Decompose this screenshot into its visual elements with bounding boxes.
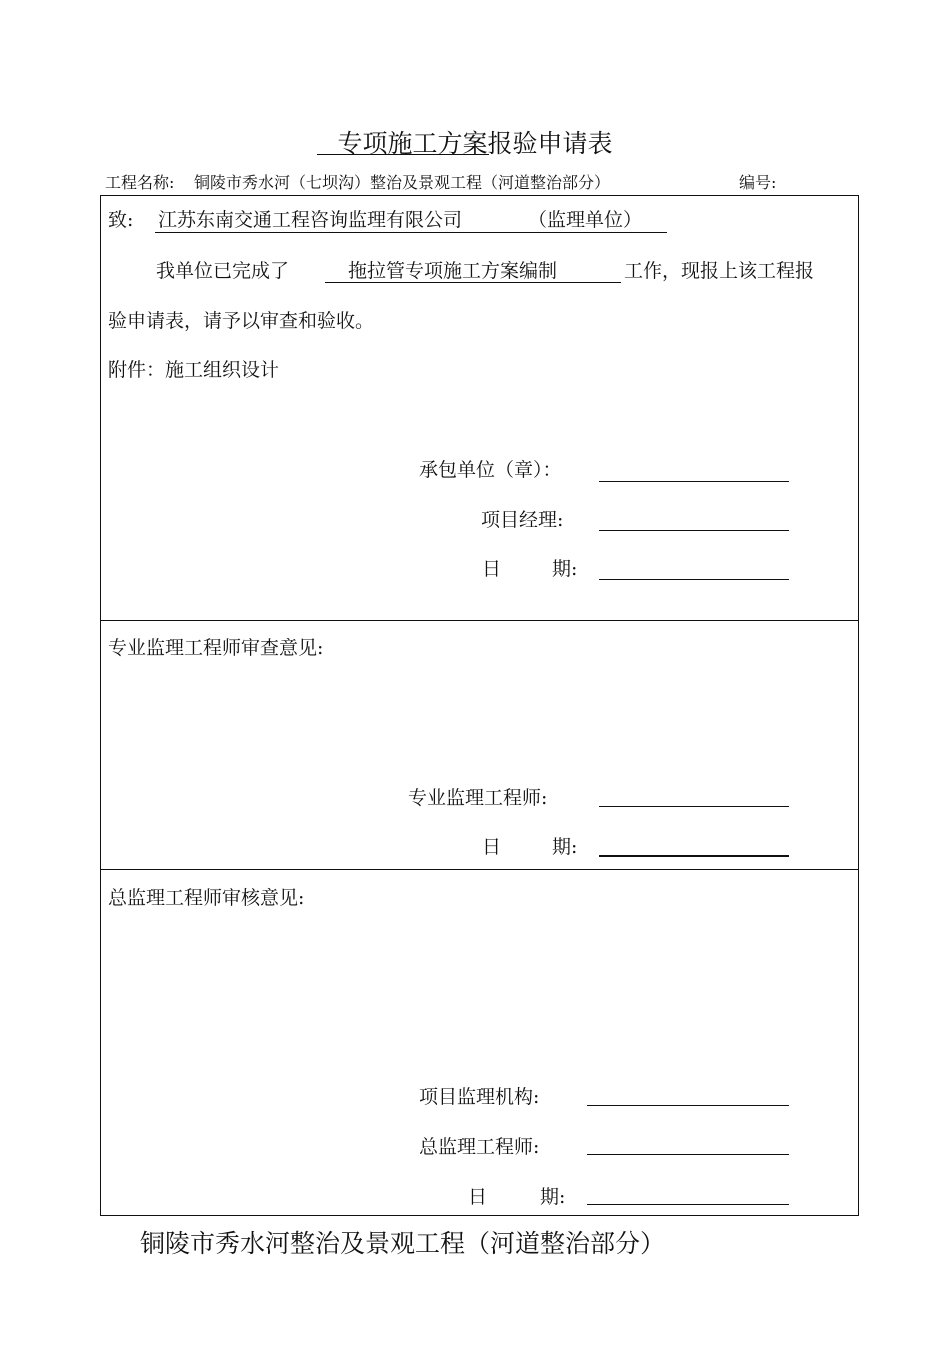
manager-signature-line[interactable] bbox=[599, 530, 789, 531]
to-company: 江苏东南交通工程咨询监理有限公司 bbox=[158, 209, 463, 231]
body-line2: 验申请表，请予以审查和验收。 bbox=[108, 310, 375, 332]
body-prefix: 我单位已完成了 bbox=[156, 260, 290, 282]
to-underline bbox=[155, 232, 667, 233]
section3-heading: 总监理工程师审核意见: bbox=[108, 887, 305, 909]
date-line[interactable] bbox=[599, 855, 789, 857]
title-underline bbox=[317, 154, 489, 155]
date-line[interactable] bbox=[587, 1204, 789, 1205]
chief-label: 总监理工程师: bbox=[419, 1136, 540, 1158]
footer-text: 铜陵市秀水河整治及景观工程（河道整治部分） bbox=[140, 1229, 666, 1258]
to-label: 致: bbox=[108, 209, 134, 231]
org-signature-line[interactable] bbox=[587, 1105, 789, 1106]
form-table bbox=[100, 195, 859, 1216]
org-label: 项目监理机构: bbox=[419, 1086, 540, 1108]
date-label-day: 日 bbox=[468, 1186, 488, 1208]
project-label: 工程名称: bbox=[105, 173, 175, 192]
document-title: 专项施工方案报验申请表 bbox=[337, 129, 613, 158]
contractor-signature-line[interactable] bbox=[599, 481, 789, 482]
date-line[interactable] bbox=[599, 579, 789, 580]
manager-label: 项目经理: bbox=[481, 509, 564, 531]
engineer-signature-line[interactable] bbox=[599, 806, 789, 807]
date-label-day: 日 bbox=[482, 558, 502, 580]
work-underline bbox=[325, 282, 621, 283]
date-label-period: 期: bbox=[552, 836, 578, 858]
body-suffix: 工作，现报上该工程报 bbox=[624, 260, 815, 282]
engineer-label: 专业监理工程师: bbox=[408, 787, 548, 809]
to-role: （监理单位） bbox=[528, 209, 643, 231]
section2-heading: 专业监理工程师审查意见: bbox=[108, 637, 324, 659]
contractor-label: 承包单位（章）： bbox=[419, 459, 562, 481]
number-label: 编号: bbox=[739, 173, 777, 192]
attachment: 附件：施工组织设计 bbox=[108, 359, 280, 381]
section-divider bbox=[101, 869, 858, 870]
date-label-day: 日 bbox=[482, 836, 502, 858]
section-divider bbox=[101, 620, 858, 621]
date-label-period: 期: bbox=[552, 558, 578, 580]
chief-signature-line[interactable] bbox=[587, 1154, 789, 1155]
body-work: 拖拉管专项施工方案编制 bbox=[348, 260, 558, 282]
project-name: 铜陵市秀水河（七坝沟）整治及景观工程（河道整治部分） bbox=[194, 173, 611, 192]
date-label-period: 期: bbox=[540, 1186, 566, 1208]
